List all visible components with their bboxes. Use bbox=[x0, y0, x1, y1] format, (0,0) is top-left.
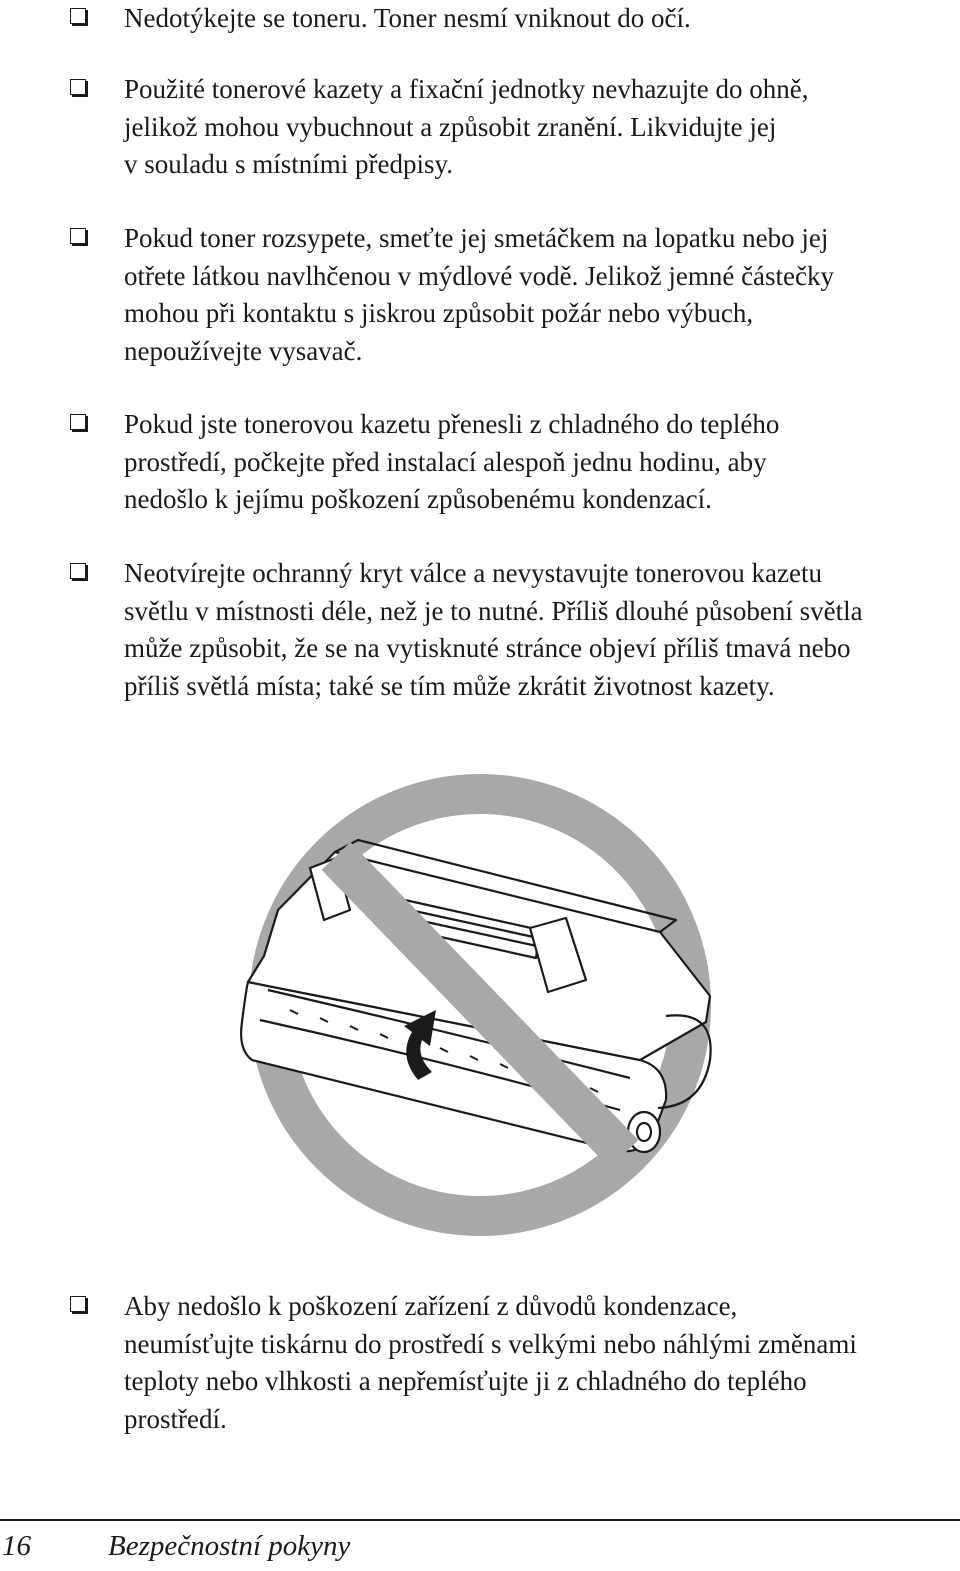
page-number: 16 bbox=[2, 1530, 31, 1562]
section-title: Bezpečnostní pokyny bbox=[108, 1530, 351, 1562]
text-line: Pokud toner rozsypete, smeťte jej smetáčkem na lopatku nebo jej bbox=[124, 223, 829, 253]
text-line: Použité tonerové kazety a fixační jednotky nevhazujte do ohně, bbox=[124, 74, 809, 104]
text-line: může způsobit, že se na vytisknuté stránce objeví příliš tmavá nebo bbox=[124, 633, 851, 663]
item-text bbox=[124, 220, 954, 370]
text-line: v souladu s místními předpisy. bbox=[124, 149, 453, 179]
footer-rule bbox=[0, 1519, 960, 1521]
text-line: Nedotýkejte se toneru. Toner nesmí vniknout do očí. bbox=[124, 3, 691, 33]
item-text bbox=[124, 555, 954, 705]
item-text bbox=[124, 71, 954, 184]
checkbox-icon bbox=[70, 79, 86, 95]
text-line: prostředí. bbox=[124, 1403, 227, 1434]
text-line: nepoužívejte vysavač. bbox=[124, 335, 363, 366]
figure-no-light-cartridge bbox=[240, 760, 720, 1250]
checkbox-icon bbox=[70, 8, 86, 24]
checkbox-icon bbox=[70, 563, 86, 579]
checkbox-icon bbox=[70, 414, 86, 430]
no-symbol-icon bbox=[240, 760, 720, 1250]
text-line: teploty nebo vlhkosti a nepřemísťujte ji z chladného do teplého bbox=[124, 1366, 807, 1396]
text-line: otřete látkou navlhčenou v mýdlové vodě. Jelikož jemné částečky bbox=[124, 260, 835, 291]
item-text bbox=[124, 0, 954, 38]
text-line: Aby nedošlo k poškození zařízení z důvodů kondenzace, bbox=[124, 1291, 738, 1321]
checkbox-icon bbox=[70, 1296, 86, 1312]
item-text bbox=[124, 1288, 954, 1438]
text-line: světlu v místnosti déle, než je to nutné. Příliš dlouhé působení světla bbox=[124, 595, 863, 626]
text-line: Pokud jste tonerovou kazetu přenesli z chladného do teplého bbox=[124, 409, 780, 439]
text-line: příliš světlá místa; také se tím může zkrátit životnost kazety. bbox=[124, 670, 775, 701]
text-line: jelikož mohou vybuchnout a způsobit zranění. Likvidujte jej bbox=[124, 111, 777, 142]
text-line: nedošlo k jejímu poškození způsobenému kondenzací. bbox=[124, 484, 712, 514]
text-line: Neotvírejte ochranný kryt válce a nevystavujte tonerovou kazetu bbox=[124, 558, 822, 588]
item-text bbox=[124, 406, 954, 519]
text-line: mohou při kontaktu s jiskrou způsobit požár nebo výbuch, bbox=[124, 298, 754, 328]
checkbox-icon bbox=[70, 228, 86, 244]
text-line: prostředí, počkejte před instalací alespoň jednu hodinu, aby bbox=[124, 446, 767, 477]
text-line: neumísťujte tiskárnu do prostředí s velkými nebo náhlými změnami bbox=[124, 1328, 857, 1359]
